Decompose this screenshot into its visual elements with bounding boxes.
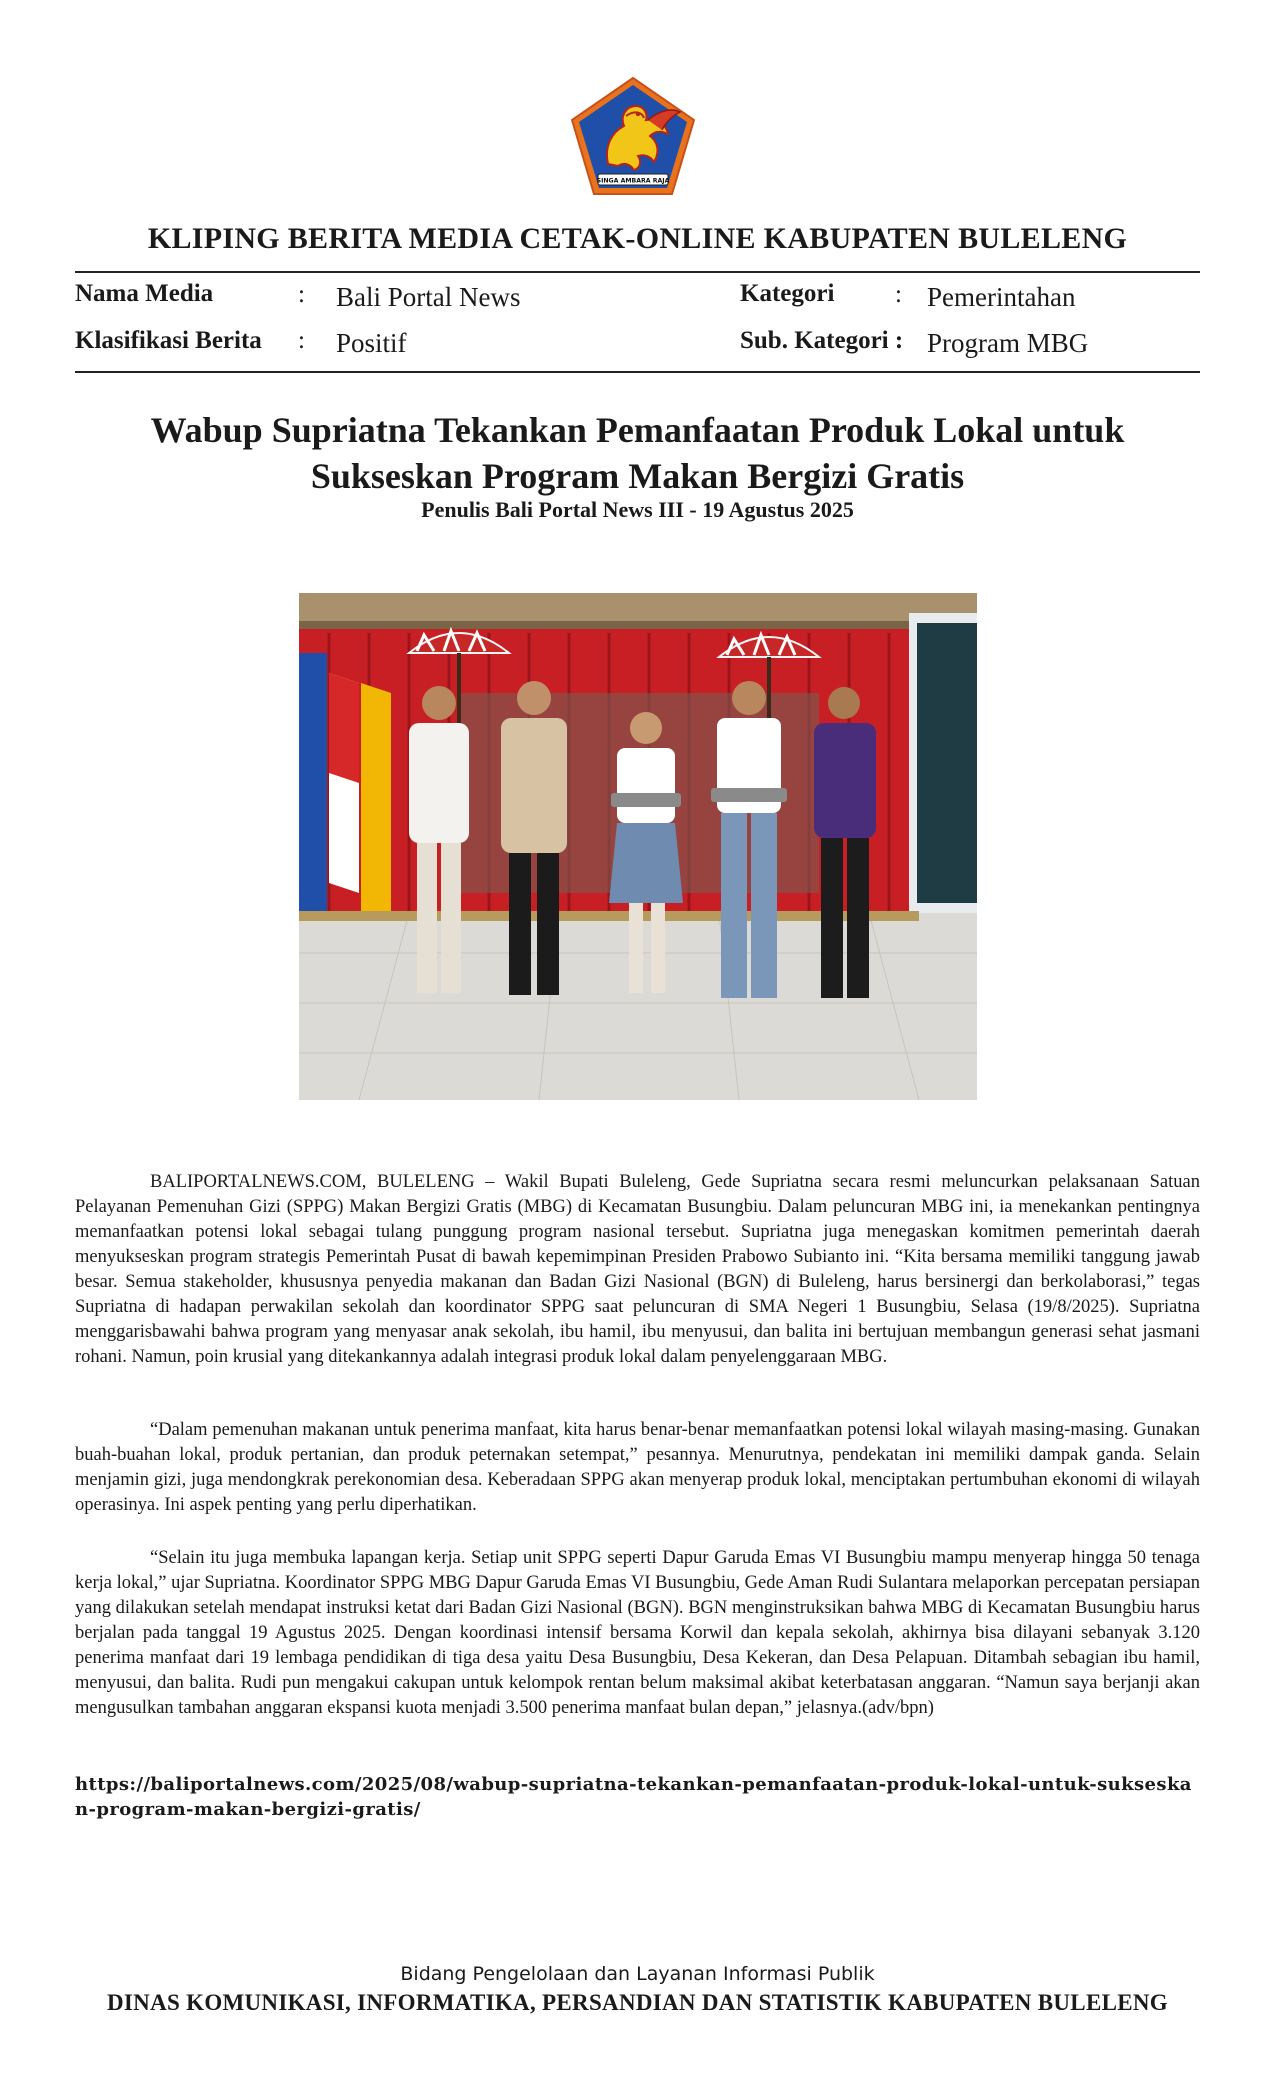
article-headline: Wabup Supriatna Tekankan Pemanfaatan Produk Lokal untuk Sukseskan Program Makan Bergizi Gratis — [150, 410, 1125, 496]
colon-separator: : — [298, 281, 305, 308]
nama-media-value: Bali Portal News — [336, 282, 521, 312]
nama-media-label: Nama Media — [75, 280, 214, 307]
article-paragraph: BALIPORTALNEWS.COM, BULELENG – Wakil Bupati Buleleng, Gede Supriatna secara resmi meluncurkan pelaksanaan Satuan Pelayanan Pemenuhan Gizi (SPPG) Makan Bergizi Gratis (MBG) di Kecamatan Busungbiu. Dalam peluncuran MBG ini, ia menekankan pentingnya memanfaatkan potensi lokal sebagai tulang punggung program nasional tersebut. Supriatna juga menegaskan komitmen pemerintah daerah menyukseskan program strategis Pemerintah Pusat di bawah kepemimpinan Presiden Prabowo Subianto ini. “Kita bersama memiliki tanggung jawab besar. Semua stakeholder, khususnya penyedia makanan dan Badan Gizi Nasional (BGN) di Buleleng, harus bersinergi dan berkolaborasi,” tegas Supriatna di hadapan perwakilan sekolah dan koordinator SPPG saat peluncuran di SMA Negeri 1 Busungbiu, Selasa (19/8/2025). Supriatna menggarisbawahi bahwa program yang menyasar anak sekolah, ibu hamil, ibu menyusui, dan balita ini bertujuan membangun generasi sehat jasmani rohani. Namun, poin krusial yang ditekankannya adalah integrasi produk lokal dalam penyelenggaraan MBG. — [75, 1172, 1200, 1367]
footer-agency: DINAS KOMUNIKASI, INFORMATIKA, PERSANDIAN DAN STATISTIK KABUPATEN BULELENG — [107, 1990, 1168, 2015]
document-title: KLIPING BERITA MEDIA CETAK-ONLINE KABUPATEN BULELENG — [147, 222, 1128, 255]
kategori-label: Kategori — [740, 280, 835, 307]
sub-kategori-value: Program MBG — [927, 328, 1089, 358]
article-byline: Penulis Bali Portal News III - 19 Agustus 2025 — [421, 497, 854, 522]
bottom-divider — [75, 371, 1200, 373]
article-paragraph: “Selain itu juga membuka lapangan kerja. Setiap unit SPPG seperti Dapur Garuda Emas VI Busungbiu mampu menyerap hingga 50 tenaga kerja lokal,” ujar Supriatna. Koordinator SPPG MBG Dapur Garuda Emas VI Busungbiu, Gede Aman Rudi Sulantara melaporkan percepatan persiapan yang dilakukan setelah mendapat instruksi ketat dari Badan Gizi Nasional (BGN). BGN menginstruksikan bahwa MBG di Kecamatan Busungbiu harus berjalan pada tanggal 19 Agustus 2025. Dengan koordinasi intensif bersama Korwil dan kepala sekolah, akhirnya bisa dilayani sebanyak 3.120 penerima manfaat dari 19 lembaga pendidikan di tiga desa yaitu Desa Busungbiu, Desa Kekeran, dan Desa Pelapuan. Ditambah sebagian ibu hamil, menyusui, dan balita. Rudi pun mengakui cakupan untuk kelompok rentan belum maksimal akibat keterbatasan anggaran. “Namun saya berjanji akan mengusulkan tambahan anggaran ekspansi kuota menjadi 3.500 penerima manfaat bulan depan,” jelasnya.(adv/bpn) — [75, 1548, 1200, 1718]
colon-separator: : — [298, 327, 305, 354]
article-paragraph: “Dalam pemenuhan makanan untuk penerima manfaat, kita harus benar-benar memanfaatkan potensi lokal wilayah masing-masing. Gunakan buah-buahan lokal, produk pertanian, dan produk peternakan setempat,” pesannya. Menurutnya, pendekatan ini memiliki dampak ganda. Selain menjamin gizi, juga mendongkrak perekonomian desa. Keberadaan SPPG akan menyerap produk lokal, menciptakan pertumbuhan ekonomi di wilayah operasinya. Ini aspek penting yang perlu diperhatikan. — [75, 1420, 1200, 1515]
top-divider — [75, 271, 1200, 273]
sub-kategori-label: Sub. Kategori : — [740, 327, 904, 354]
source-url-link[interactable]: https://baliportalnews.com/2025/08/wabup-supriatna-tekankan-pemanfaatan-produk-lokal-untuk-sukseskan-program-makan-bergizi-gratis/ — [75, 1774, 1192, 1820]
footer-subtitle: Bidang Pengelolaan dan Layanan Informasi Publik — [400, 1963, 875, 1985]
kategori-value: Pemerintahan — [927, 282, 1076, 312]
klasifikasi-value: Positif — [336, 328, 407, 358]
colon-separator: : — [895, 281, 902, 308]
article-photo — [299, 593, 977, 1100]
emblem-motto: SINGA AMBARA RAJA — [596, 177, 670, 185]
klasifikasi-label: Klasifikasi Berita — [75, 327, 262, 354]
buleleng-emblem-icon — [568, 76, 698, 198]
